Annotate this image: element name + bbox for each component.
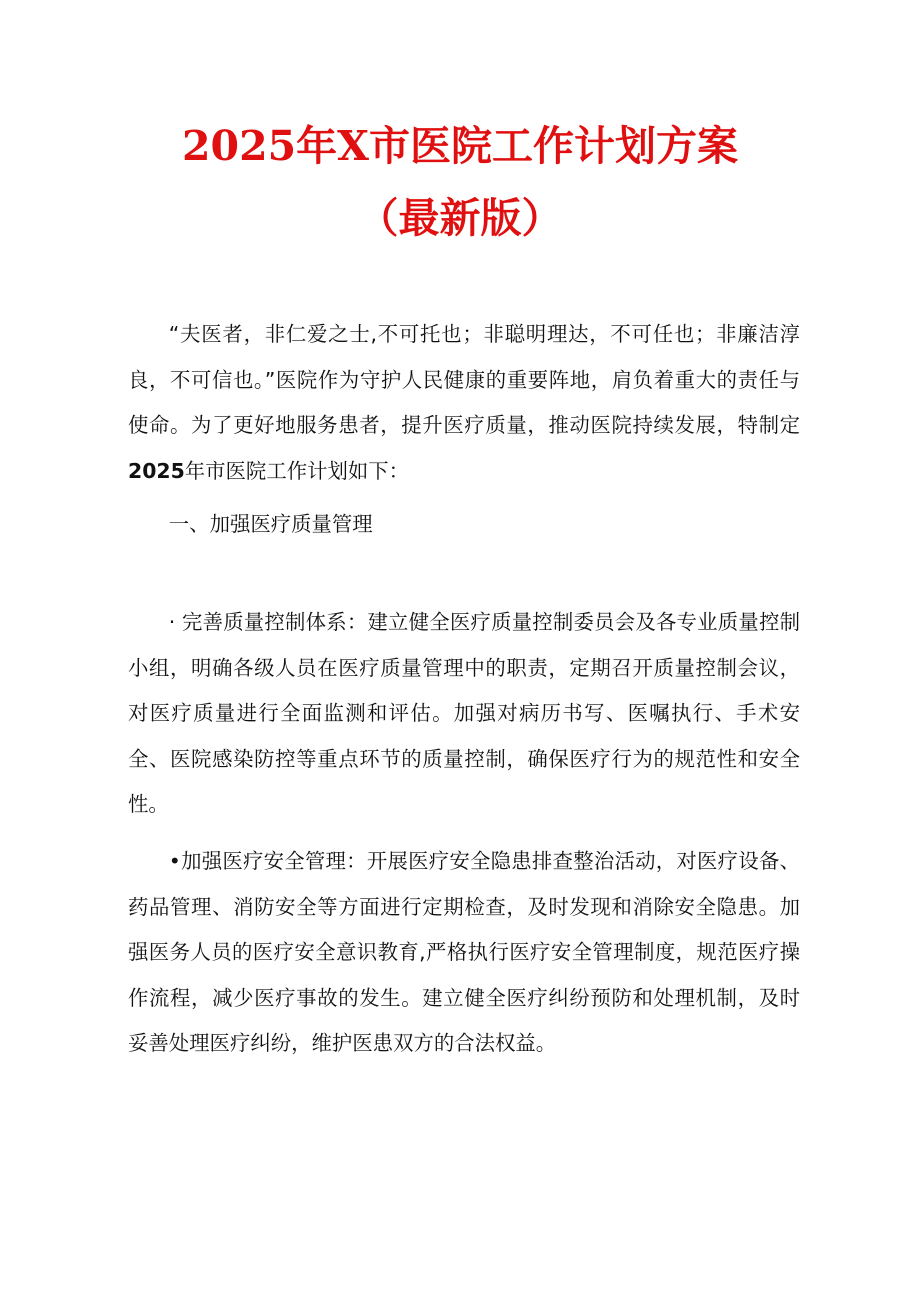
section-heading-1: 一、加强医疗质量管理	[168, 512, 373, 536]
document-subtitle: （最新版）	[357, 194, 563, 242]
intro-text-part2: 年市医院工作计划如下：	[184, 458, 410, 483]
intro-text-part1: “夫医者，非仁爱之士,不可托也；非聪明理达，不可任也；非廉洁淳良，不可信也。”医院作为守护人民健康的重要阵地，肩负着重大的责任与使命。为了更好地服务患者，提升医疗质量，推动医院持续发展，特制定	[128, 322, 800, 438]
bullet-safety-management: •加强医疗安全管理：开展医疗安全隐患排查整治活动，对医疗设备、药品管理、消防安全等方面进行定期检查，及时发现和消除安全隐患。加强医务人员的医疗安全意识教育,严格执行医疗安全管理制度，规范医疗操作流程，减少医疗事故的发生。建立健全医疗纠纷预防和处理机制，及时妥善处理医疗纠纷，维护医患双方的合法权益。	[128, 849, 800, 1056]
bullet-quality-control: · 完善质量控制体系：建立健全医疗质量控制委员会及各专业质量控制小组，明确各级人员在医疗质量管理中的职责，定期召开质量控制会议，对医疗质量进行全面监测和评估。加强对病历书写、医嘱执行、手术安全、医院感染防控等重点环节的质量控制，确保医疗行为的规范性和安全性。	[128, 610, 800, 817]
document-title: 2025年X市医院工作计划方案	[182, 122, 738, 170]
intro-paragraph	[128, 312, 800, 494]
intro-year: 2025	[128, 458, 185, 483]
